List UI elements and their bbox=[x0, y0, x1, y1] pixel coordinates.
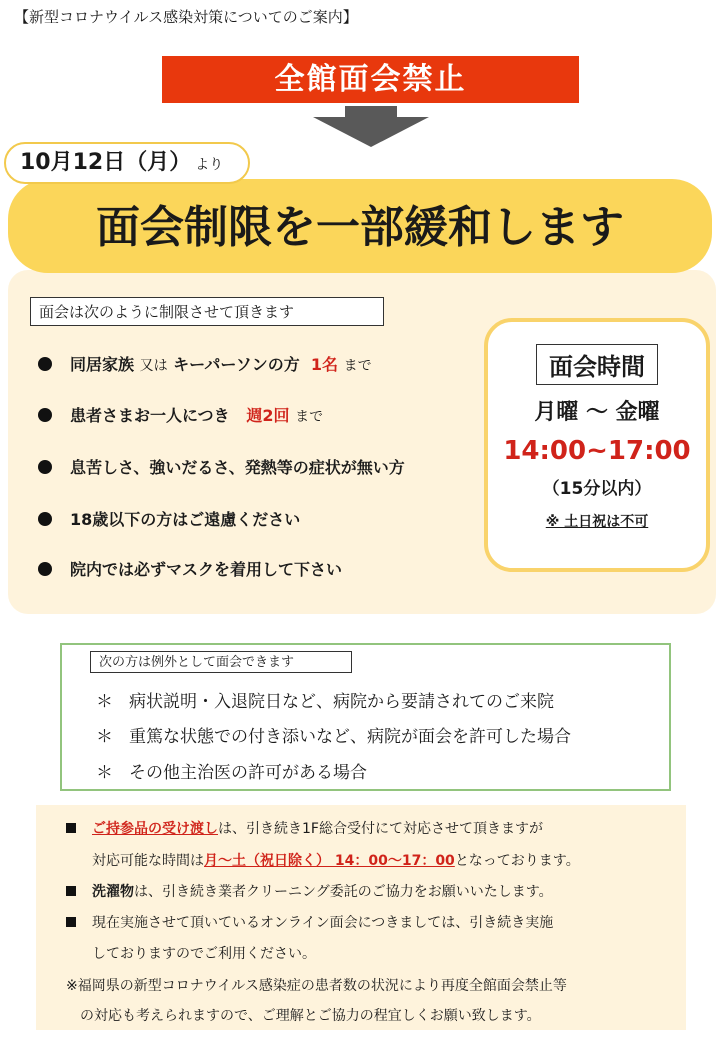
square-bullet-icon bbox=[66, 917, 76, 927]
bullet-icon bbox=[38, 512, 52, 526]
info-line: の対応も考えられますので、ご理解とご協力の程宜しくお願い致します。 bbox=[80, 1008, 541, 1024]
info-line: 洗濯物は、引き続き業者クリーニング委託のご協力をお願いいたします。 bbox=[66, 881, 553, 901]
bullet-icon bbox=[38, 460, 52, 474]
date-suffix: より bbox=[195, 157, 224, 173]
exception-item: ＊ その他主治医の許可がある場合 bbox=[96, 763, 367, 783]
date-main: 10月12日（月） bbox=[20, 150, 192, 175]
down-arrow-icon bbox=[313, 117, 429, 147]
asterisk-icon: ＊ bbox=[96, 692, 113, 712]
square-bullet-icon bbox=[66, 886, 76, 896]
info-line: 対応可能な時間は月～土（祝日除く） 14：00～17：00となっております。 bbox=[92, 853, 580, 869]
bullet-icon bbox=[38, 408, 52, 422]
info-line: しておりますのでご利用ください。 bbox=[92, 946, 316, 962]
asterisk-icon: ＊ bbox=[96, 727, 113, 747]
asterisk-icon: ＊ bbox=[96, 763, 113, 783]
exception-item: ＊ 病状説明・入退院日など、病院から要請されてのご来院 bbox=[96, 692, 554, 712]
hours-title: 面会時間 bbox=[536, 344, 658, 385]
restrictions-label: 面会は次のように制限させて頂きます bbox=[30, 297, 384, 326]
visiting-hours-card bbox=[484, 318, 710, 572]
restriction-item: 患者さまお一人につき 週2回 まで bbox=[38, 403, 323, 426]
hours-time: 14:00~17:00 bbox=[503, 436, 691, 466]
square-bullet-icon bbox=[66, 823, 76, 833]
headline: 面会制限を一部緩和します bbox=[8, 179, 712, 273]
bullet-icon bbox=[38, 562, 52, 576]
info-line: ご持参品の受け渡しは、引き続き1F総合受付にて対応させて頂きますが bbox=[66, 818, 543, 838]
restriction-item: 息苦しさ、強いだるさ、発熱等の症状が無い方 bbox=[38, 455, 405, 478]
info-line: ※福岡県の新型コロナウイルス感染症の患者数の状況により再度全館面会禁止等 bbox=[66, 978, 567, 994]
restriction-item: 18歳以下の方はご遠慮ください bbox=[38, 507, 300, 530]
hours-note: ※ 土日祝は不可 bbox=[545, 514, 649, 530]
restriction-item: 院内では必ずマスクを着用して下さい bbox=[38, 557, 342, 580]
exceptions-label: 次の方は例外として面会できます bbox=[90, 651, 352, 673]
restriction-item: 同居家族 又は キーパーソンの方 1名 まで bbox=[38, 352, 372, 375]
info-line: 現在実施させて頂いているオンライン面会につきましては、引き続き実施 bbox=[66, 912, 553, 932]
closure-banner: 全館面会禁止 bbox=[162, 56, 579, 103]
bullet-icon bbox=[38, 357, 52, 371]
hours-days: 月曜 ～ 金曜 bbox=[534, 400, 660, 425]
date-pill bbox=[4, 142, 250, 184]
header-title: 【新型コロナウイルス感染対策についてのご案内】 bbox=[14, 8, 358, 26]
hours-limit: （15分以内） bbox=[542, 479, 652, 499]
exception-item: ＊ 重篤な状態での付き添いなど、病院が面会を許可した場合 bbox=[96, 727, 571, 747]
